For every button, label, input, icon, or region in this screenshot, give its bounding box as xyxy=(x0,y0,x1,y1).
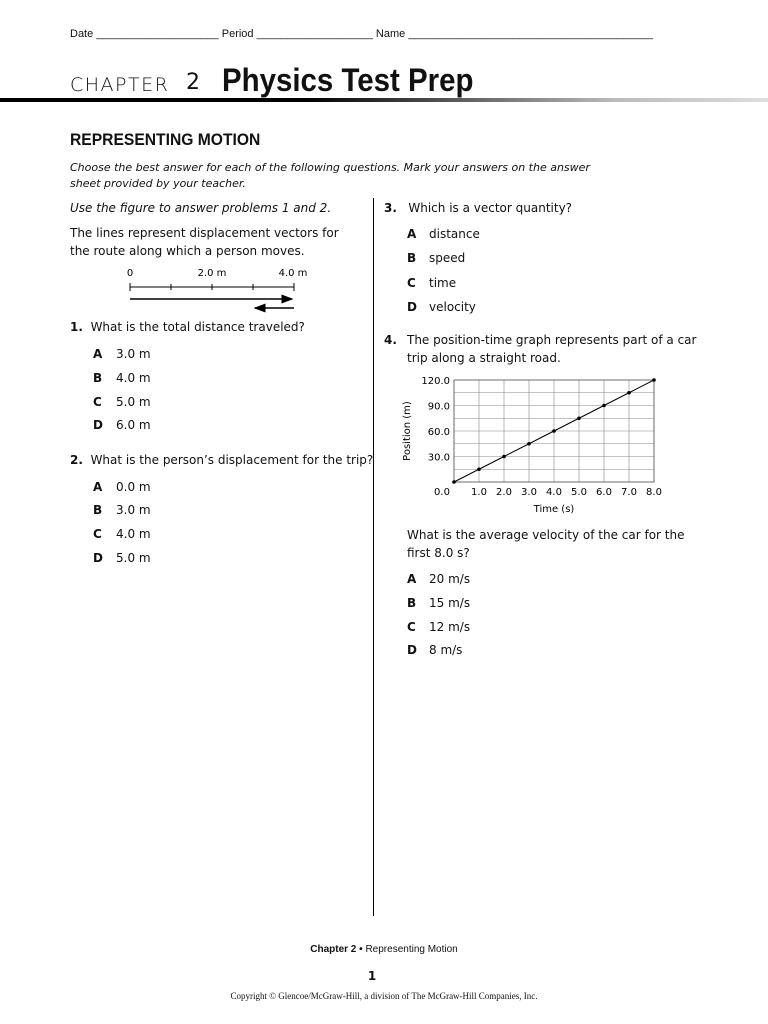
column-divider xyxy=(373,198,374,916)
q4-option-a-text: 20 m/s xyxy=(429,572,471,586)
chart-x-tick-label: 5.0 xyxy=(571,487,587,498)
vector-figure xyxy=(120,262,310,317)
q1-option-d-letter[interactable]: D xyxy=(93,418,103,432)
vector-tick-label: 2.0 m xyxy=(197,268,227,279)
name-label: Name xyxy=(375,28,406,40)
q1-option-b-text: 4.0 m xyxy=(116,371,151,385)
q4-option-d-letter[interactable]: D xyxy=(407,643,417,657)
title-rule xyxy=(0,98,768,102)
chart-x-tick-label: 0.0 xyxy=(434,487,450,498)
chart-x-tick-label: 2.0 xyxy=(496,487,512,498)
position-time-chart xyxy=(396,368,676,520)
q1-option-c-letter[interactable]: C xyxy=(93,395,102,409)
q3-option-d-letter[interactable]: D xyxy=(407,300,417,314)
chart-y-axis-label: Position (m) xyxy=(402,401,413,461)
chart-y-tick-label: 30.0 xyxy=(427,452,450,464)
q2-option-b-text: 3.0 m xyxy=(116,503,151,517)
q3-option-a-text: distance xyxy=(429,227,480,241)
q1-option-c-text: 5.0 m xyxy=(116,395,151,409)
chapter-number: 2 xyxy=(186,70,200,95)
q3-option-a-letter[interactable]: A xyxy=(407,227,417,241)
question-3 xyxy=(384,199,572,217)
chart-x-tick-label: 6.0 xyxy=(596,487,612,498)
chart-data-point xyxy=(577,416,581,420)
question-number: 1. xyxy=(70,320,83,334)
chart-y-tick-label: 90.0 xyxy=(427,401,450,413)
vector-tick-label: 4.0 m xyxy=(278,268,308,279)
q3-option-b-text: speed xyxy=(429,251,466,265)
q3-option-d-text: velocity xyxy=(429,300,476,314)
q1-option-a-letter[interactable]: A xyxy=(93,347,103,361)
question-4-followup: What is the average velocity of the car for the first 8.0 s? xyxy=(407,528,685,560)
question-number: 3. xyxy=(384,201,397,215)
q4-option-b-text: 15 m/s xyxy=(429,596,471,610)
q4-option-a-letter[interactable]: A xyxy=(407,572,417,586)
page-title: Physics Test Prep xyxy=(222,62,474,98)
section-title: REPRESENTING MOTION xyxy=(70,130,261,149)
question-number: 2. xyxy=(70,453,83,467)
q2-option-c-text: 4.0 m xyxy=(116,527,151,541)
chart-data-point xyxy=(527,442,531,446)
chart-data-point xyxy=(477,467,481,471)
q1-option-d-text: 6.0 m xyxy=(116,418,151,432)
chart-y-tick-label: 120.0 xyxy=(421,376,450,387)
q3-option-c-text: time xyxy=(429,276,457,290)
chart-data-point xyxy=(602,404,606,408)
name-blank[interactable]: ________________________________________ xyxy=(408,28,654,40)
date-label: Date xyxy=(70,28,94,40)
question-number: 4. xyxy=(384,333,397,347)
q2-option-a-text: 0.0 m xyxy=(116,480,151,494)
q4-option-b-letter[interactable]: B xyxy=(407,596,417,610)
q4-option-d-text: 8 m/s xyxy=(429,643,463,657)
figure-intro: Use the figure to answer problems 1 and 2. xyxy=(70,201,332,215)
question-1 xyxy=(70,318,305,336)
date-blank[interactable]: ____________________ xyxy=(96,28,219,40)
q2-option-a-letter[interactable]: A xyxy=(93,480,103,494)
chart-data-point xyxy=(452,480,456,484)
period-blank[interactable]: ___________________ xyxy=(256,28,373,40)
q2-option-c-letter[interactable]: C xyxy=(93,527,102,541)
chapter-word: CHAPTER xyxy=(70,74,170,96)
period-label: Period xyxy=(221,28,254,40)
footer-chapter-line xyxy=(0,944,768,955)
chart-data-point xyxy=(652,378,656,382)
footer-section: Representing Motion xyxy=(365,944,458,955)
footer-chapter: Chapter 2 xyxy=(310,944,357,955)
question-text: The position-time graph represents part of a car trip along a straight road. xyxy=(407,333,697,365)
question-text: Which is a vector quantity? xyxy=(408,201,573,215)
q3-option-c-letter[interactable]: C xyxy=(407,276,416,290)
chart-x-tick-label: 3.0 xyxy=(521,487,537,498)
question-text: What is the total distance traveled? xyxy=(90,320,305,334)
instructions: Choose the best answer for each of the following questions. Mark your answers on the answer sheet provided by your teacher. xyxy=(70,161,590,190)
chart-x-tick-label: 4.0 xyxy=(546,487,562,498)
footer-bullet: • xyxy=(359,944,363,955)
chart-data-point xyxy=(502,455,506,459)
chart-y-tick-label: 60.0 xyxy=(427,427,450,438)
q3-option-b-letter[interactable]: B xyxy=(407,251,417,265)
header-fields xyxy=(70,28,653,40)
q2-option-d-text: 5.0 m xyxy=(116,551,151,565)
chart-x-axis-label: Time (s) xyxy=(533,504,575,515)
q4-option-c-text: 12 m/s xyxy=(429,620,471,634)
chart-data-point xyxy=(552,429,556,433)
q1-option-a-text: 3.0 m xyxy=(116,347,151,361)
q2-option-b-letter[interactable]: B xyxy=(93,503,103,517)
chart-x-tick-label: 8.0 xyxy=(646,487,662,498)
q4-option-c-letter[interactable]: C xyxy=(407,620,416,634)
question-text: What is the person’s displacement for the trip? xyxy=(90,453,374,467)
q2-option-d-letter[interactable]: D xyxy=(93,551,103,565)
chart-x-tick-label: 7.0 xyxy=(621,487,637,498)
q1-option-b-letter[interactable]: B xyxy=(93,371,103,385)
copyright: Copyright © Glencoe/McGraw-Hill, a division of The McGraw-Hill Companies, Inc. xyxy=(230,991,538,1001)
page-number: 1 xyxy=(367,969,377,983)
figure-description: The lines represent displacement vectors for the route along which a person moves. xyxy=(70,226,339,258)
question-2 xyxy=(70,451,373,469)
chart-x-tick-label: 1.0 xyxy=(471,487,487,498)
chart-data-point xyxy=(627,391,631,395)
vector-tick-label: 0 xyxy=(126,268,134,279)
